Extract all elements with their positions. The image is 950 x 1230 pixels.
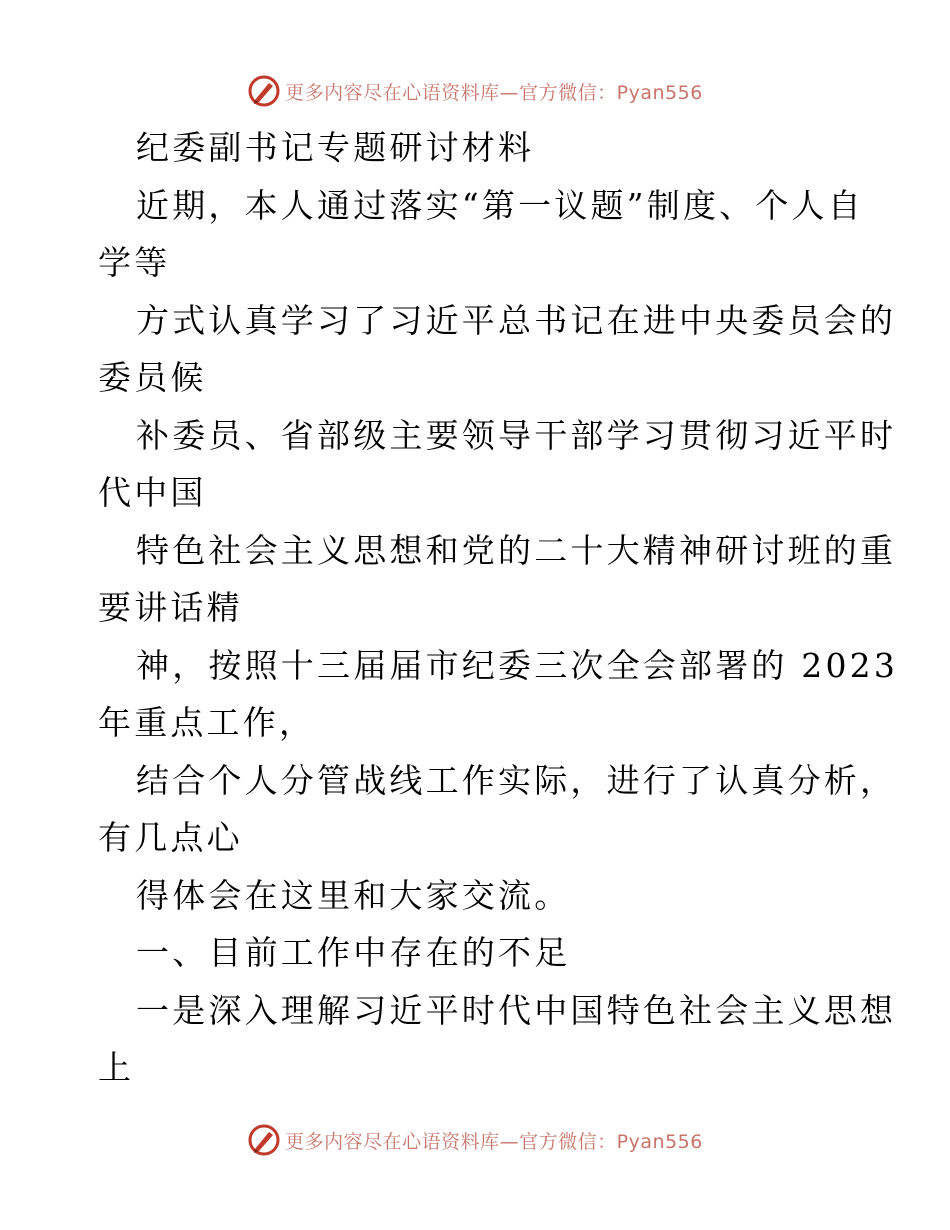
watermark-text: 更多内容尽在心语资料库—官方微信：Pyan556 — [285, 81, 703, 104]
text-line: 神，按照十三届届市纪委三次全会部署的 2023 — [136, 645, 899, 685]
text-line: 年重点工作， — [98, 703, 316, 742]
text-line: 近期，本人通过落实“第一议题”制度、个人自 — [136, 185, 864, 225]
watermark-text: 更多内容尽在心语资料库—官方微信：Pyan556 — [285, 1130, 703, 1153]
text-line: 方式认真学习了习近平总书记在进中央委员会的 — [136, 300, 897, 340]
text-line: 特色社会主义思想和党的二十大精神研讨班的重 — [136, 530, 897, 570]
text-line: 有几点心 — [98, 818, 243, 857]
text-line: 代中国 — [98, 473, 207, 512]
text-line: 纪委副书记专题研讨材料 — [136, 128, 535, 167]
pen-logo-icon — [247, 1123, 281, 1157]
pen-logo-icon — [247, 74, 281, 108]
text-line: 委员候 — [98, 358, 207, 397]
document-body — [98, 119, 899, 1097]
footer-watermark — [0, 1120, 950, 1160]
text-line: 一是深入理解习近平时代中国特色社会主义思想 — [136, 990, 897, 1030]
text-line: 学等 — [98, 243, 171, 282]
text-line: 补委员、省部级主要领导干部学习贯彻习近平时 — [136, 415, 897, 455]
text-line: 上 — [98, 1048, 135, 1087]
text-line: 一、目前工作中存在的不足 — [136, 933, 571, 972]
text-line: 结合个人分管战线工作实际，进行了认真分析， — [136, 760, 897, 800]
text-line: 要讲话精 — [98, 588, 243, 627]
header-watermark — [0, 71, 950, 111]
text-line: 得体会在这里和大家交流。 — [136, 875, 571, 915]
